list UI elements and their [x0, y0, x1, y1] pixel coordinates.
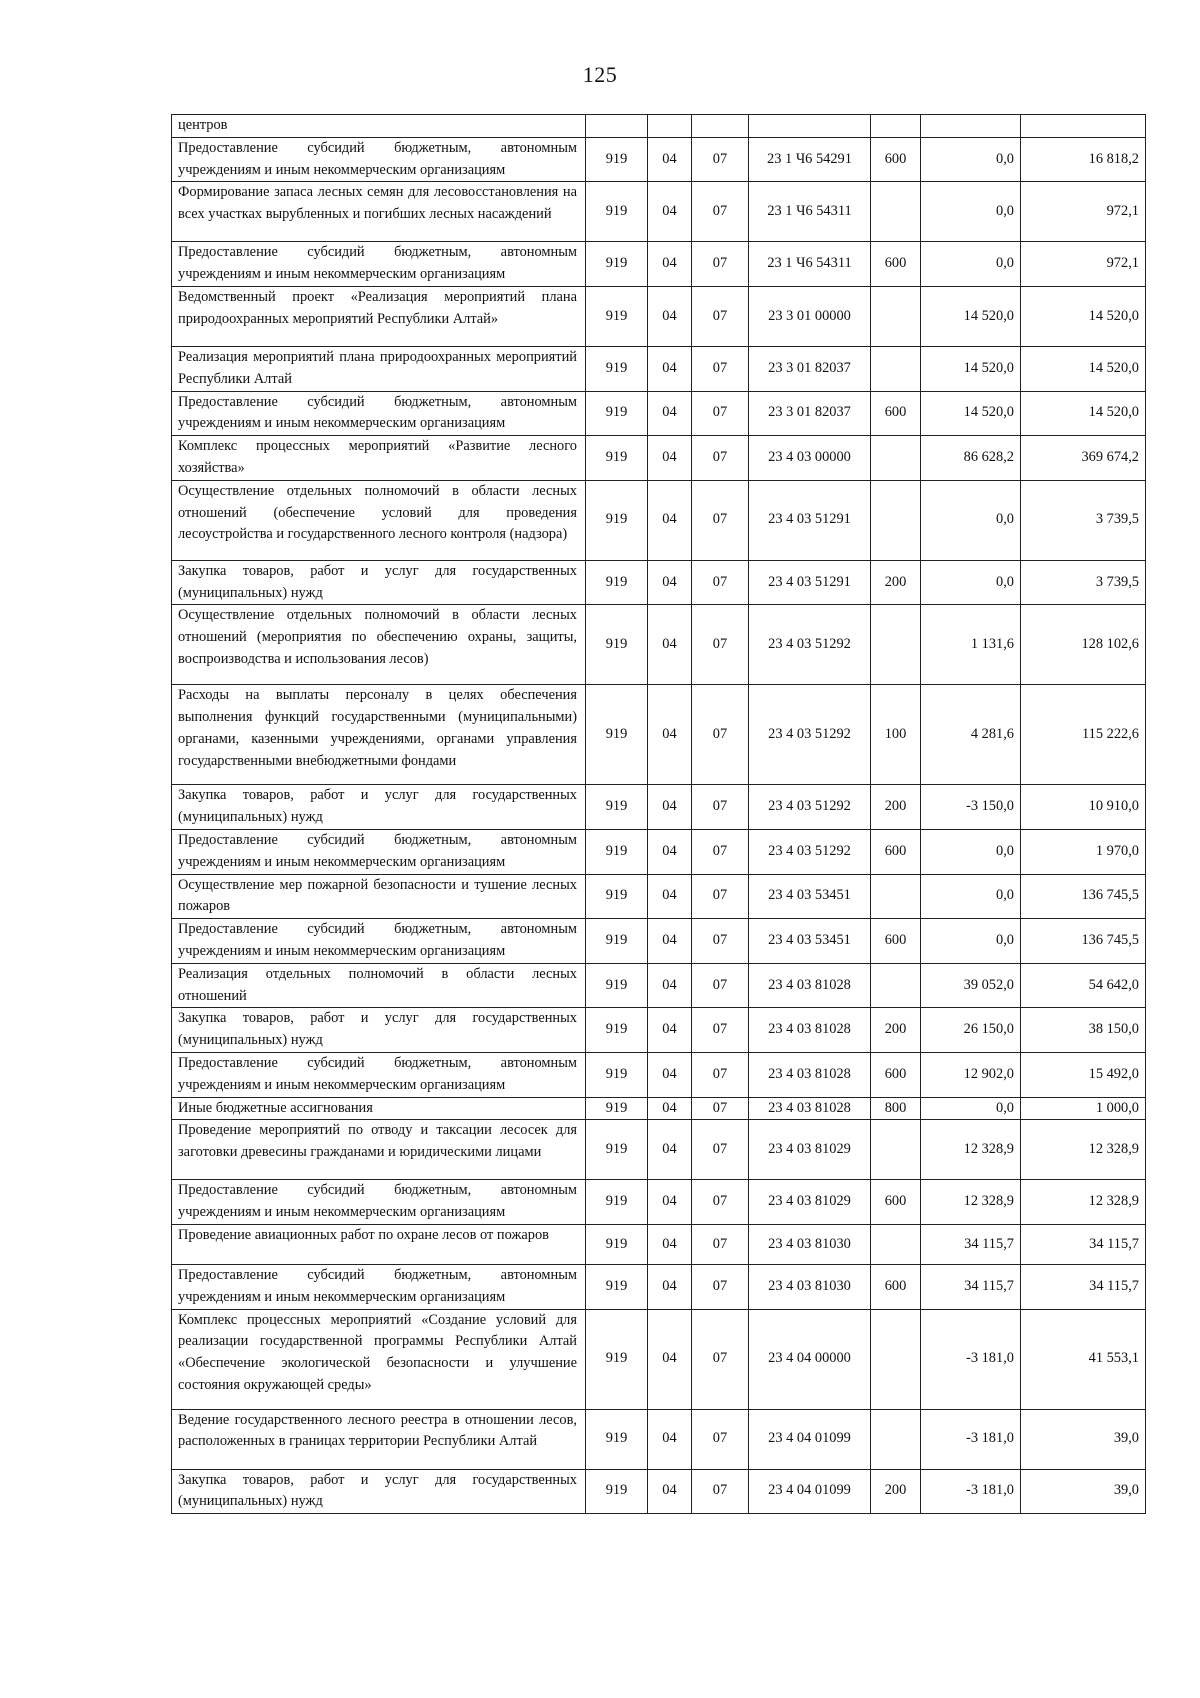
cell-name: Предоставление субсидий бюджетным, автономным учреждениям и иным некоммерческим организациям — [172, 391, 586, 436]
cell-expense-type — [871, 1224, 921, 1264]
table-body — [172, 115, 1146, 1514]
page-number: 125 — [582, 62, 618, 87]
cell-expense-type: 100 — [871, 685, 921, 785]
cell-admin-code: 919 — [586, 436, 648, 481]
cell-subsection: 07 — [692, 182, 749, 242]
table-row — [172, 1309, 1146, 1409]
cell-admin-code: 919 — [586, 1224, 648, 1264]
cell-change-amount: 0,0 — [921, 480, 1021, 560]
cell-section: 04 — [648, 346, 692, 391]
cell-name: центров — [172, 115, 586, 138]
cell-subsection: 07 — [692, 242, 749, 287]
cell-change-amount: 4 281,6 — [921, 685, 1021, 785]
cell-admin-code: 919 — [586, 1409, 648, 1469]
cell-subsection: 07 — [692, 1180, 749, 1225]
cell-total-amount: 972,1 — [1021, 182, 1146, 242]
cell-name: Ведомственный проект «Реализация мероприятий плана природоохранных мероприятий Республики Алтай» — [172, 286, 586, 346]
cell-expense-type — [871, 1409, 921, 1469]
cell-total-amount: 12 328,9 — [1021, 1120, 1146, 1180]
cell-subsection: 07 — [692, 560, 749, 605]
cell-section: 04 — [648, 1052, 692, 1097]
cell-subsection: 07 — [692, 785, 749, 830]
cell-section — [648, 115, 692, 138]
cell-total-amount: 1 000,0 — [1021, 1097, 1146, 1120]
table-row — [172, 242, 1146, 287]
cell-expense-type — [871, 115, 921, 138]
cell-expense-type — [871, 605, 921, 685]
cell-expense-type: 200 — [871, 785, 921, 830]
cell-name: Иные бюджетные ассигнования — [172, 1097, 586, 1120]
cell-section: 04 — [648, 137, 692, 182]
cell-expense-type — [871, 480, 921, 560]
cell-admin-code: 919 — [586, 242, 648, 287]
cell-change-amount: 26 150,0 — [921, 1008, 1021, 1053]
cell-name: Комплекс процессных мероприятий «Развитие лесного хозяйства» — [172, 436, 586, 481]
cell-admin-code: 919 — [586, 1309, 648, 1409]
cell-total-amount: 3 739,5 — [1021, 480, 1146, 560]
cell-expense-type — [871, 182, 921, 242]
cell-section: 04 — [648, 1224, 692, 1264]
table-row — [172, 1264, 1146, 1309]
cell-expense-type — [871, 963, 921, 1008]
cell-section: 04 — [648, 785, 692, 830]
cell-name: Формирование запаса лесных семян для лесовосстановления на всех участках вырубленных и погибших лесных насаждений — [172, 182, 586, 242]
cell-name: Осуществление отдельных полномочий в области лесных отношений (мероприятия по обеспечению охраны, защиты, воспроизводства и использования лесов) — [172, 605, 586, 685]
cell-change-amount: 39 052,0 — [921, 963, 1021, 1008]
cell-total-amount: 16 818,2 — [1021, 137, 1146, 182]
cell-name: Закупка товаров, работ и услуг для государственных (муниципальных) нужд — [172, 785, 586, 830]
table-row — [172, 480, 1146, 560]
cell-subsection: 07 — [692, 1409, 749, 1469]
cell-target-article: 23 4 03 51292 — [749, 785, 871, 830]
cell-change-amount: 0,0 — [921, 829, 1021, 874]
cell-name: Предоставление субсидий бюджетным, автономным учреждениям и иным некоммерческим организациям — [172, 1052, 586, 1097]
cell-section: 04 — [648, 1409, 692, 1469]
cell-total-amount: 39,0 — [1021, 1469, 1146, 1514]
cell-section: 04 — [648, 391, 692, 436]
cell-section: 04 — [648, 1008, 692, 1053]
cell-change-amount: 12 328,9 — [921, 1180, 1021, 1225]
cell-change-amount: -3 181,0 — [921, 1469, 1021, 1514]
table-row — [172, 1097, 1146, 1120]
cell-target-article: 23 4 03 53451 — [749, 919, 871, 964]
table-row — [172, 1409, 1146, 1469]
cell-total-amount: 1 970,0 — [1021, 829, 1146, 874]
cell-target-article: 23 4 03 53451 — [749, 874, 871, 919]
cell-target-article: 23 4 03 81030 — [749, 1224, 871, 1264]
cell-total-amount: 14 520,0 — [1021, 286, 1146, 346]
cell-subsection: 07 — [692, 1469, 749, 1514]
cell-expense-type: 600 — [871, 1264, 921, 1309]
cell-change-amount: 14 520,0 — [921, 391, 1021, 436]
cell-target-article: 23 3 01 00000 — [749, 286, 871, 346]
cell-target-article: 23 4 03 51291 — [749, 480, 871, 560]
cell-name: Проведение авиационных работ по охране лесов от пожаров — [172, 1224, 586, 1264]
cell-admin-code: 919 — [586, 1008, 648, 1053]
cell-total-amount: 12 328,9 — [1021, 1180, 1146, 1225]
cell-total-amount: 369 674,2 — [1021, 436, 1146, 481]
cell-admin-code: 919 — [586, 1180, 648, 1225]
cell-admin-code: 919 — [586, 480, 648, 560]
cell-name: Ведение государственного лесного реестра в отношении лесов, расположенных в границах территории Республики Алтай — [172, 1409, 586, 1469]
cell-section: 04 — [648, 560, 692, 605]
cell-target-article: 23 4 03 81030 — [749, 1264, 871, 1309]
cell-admin-code: 919 — [586, 1264, 648, 1309]
cell-name: Комплекс процессных мероприятий «Создание условий для реализации государственной программы Республики Алтай «Обеспечение экологической безопасности и улучшение состояния окружающей среды» — [172, 1309, 586, 1409]
cell-total-amount: 54 642,0 — [1021, 963, 1146, 1008]
cell-expense-type — [871, 286, 921, 346]
cell-subsection: 07 — [692, 1224, 749, 1264]
table-row — [172, 286, 1146, 346]
cell-change-amount: 34 115,7 — [921, 1264, 1021, 1309]
cell-subsection: 07 — [692, 137, 749, 182]
cell-section: 04 — [648, 1309, 692, 1409]
cell-subsection: 07 — [692, 1097, 749, 1120]
cell-subsection: 07 — [692, 436, 749, 481]
cell-total-amount: 15 492,0 — [1021, 1052, 1146, 1097]
cell-name: Закупка товаров, работ и услуг для государственных (муниципальных) нужд — [172, 1008, 586, 1053]
cell-expense-type: 800 — [871, 1097, 921, 1120]
cell-expense-type — [871, 874, 921, 919]
cell-admin-code: 919 — [586, 1097, 648, 1120]
cell-target-article: 23 4 03 51292 — [749, 605, 871, 685]
cell-section: 04 — [648, 685, 692, 785]
cell-change-amount: 0,0 — [921, 560, 1021, 605]
cell-target-article: 23 4 03 00000 — [749, 436, 871, 481]
cell-name: Предоставление субсидий бюджетным, автономным учреждениям и иным некоммерческим организациям — [172, 242, 586, 287]
cell-change-amount: 1 131,6 — [921, 605, 1021, 685]
cell-change-amount: 0,0 — [921, 1097, 1021, 1120]
cell-admin-code: 919 — [586, 1052, 648, 1097]
cell-name: Предоставление субсидий бюджетным, автономным учреждениям и иным некоммерческим организациям — [172, 829, 586, 874]
table-row — [172, 182, 1146, 242]
cell-total-amount: 34 115,7 — [1021, 1224, 1146, 1264]
cell-section: 04 — [648, 1097, 692, 1120]
cell-admin-code — [586, 115, 648, 138]
cell-admin-code: 919 — [586, 874, 648, 919]
cell-expense-type: 200 — [871, 560, 921, 605]
cell-admin-code: 919 — [586, 137, 648, 182]
cell-section: 04 — [648, 1264, 692, 1309]
table-row — [172, 874, 1146, 919]
cell-admin-code: 919 — [586, 391, 648, 436]
cell-target-article: 23 3 01 82037 — [749, 346, 871, 391]
table-row — [172, 346, 1146, 391]
table-row — [172, 1469, 1146, 1514]
cell-admin-code: 919 — [586, 829, 648, 874]
cell-target-article: 23 1 Ч6 54291 — [749, 137, 871, 182]
cell-change-amount: 0,0 — [921, 182, 1021, 242]
cell-subsection: 07 — [692, 1264, 749, 1309]
table-row — [172, 829, 1146, 874]
cell-subsection: 07 — [692, 1309, 749, 1409]
cell-expense-type — [871, 1309, 921, 1409]
cell-subsection: 07 — [692, 346, 749, 391]
cell-admin-code: 919 — [586, 1120, 648, 1180]
table-row — [172, 785, 1146, 830]
cell-target-article: 23 4 04 01099 — [749, 1469, 871, 1514]
cell-target-article: 23 4 03 51292 — [749, 685, 871, 785]
cell-change-amount: 14 520,0 — [921, 286, 1021, 346]
cell-expense-type: 200 — [871, 1469, 921, 1514]
cell-section: 04 — [648, 605, 692, 685]
cell-section: 04 — [648, 436, 692, 481]
cell-total-amount: 115 222,6 — [1021, 685, 1146, 785]
cell-subsection: 07 — [692, 480, 749, 560]
cell-admin-code: 919 — [586, 685, 648, 785]
table-row — [172, 605, 1146, 685]
cell-change-amount: 0,0 — [921, 919, 1021, 964]
cell-section: 04 — [648, 286, 692, 346]
cell-target-article: 23 4 03 81028 — [749, 1097, 871, 1120]
cell-total-amount: 39,0 — [1021, 1409, 1146, 1469]
cell-target-article: 23 4 03 81028 — [749, 963, 871, 1008]
cell-expense-type — [871, 1120, 921, 1180]
cell-change-amount: 12 902,0 — [921, 1052, 1021, 1097]
cell-expense-type: 600 — [871, 1052, 921, 1097]
cell-total-amount — [1021, 115, 1146, 138]
cell-admin-code: 919 — [586, 346, 648, 391]
table-row — [172, 1008, 1146, 1053]
table-row — [172, 1052, 1146, 1097]
cell-target-article: 23 4 03 81029 — [749, 1120, 871, 1180]
cell-total-amount: 972,1 — [1021, 242, 1146, 287]
cell-section: 04 — [648, 919, 692, 964]
cell-target-article: 23 1 Ч6 54311 — [749, 242, 871, 287]
cell-name: Осуществление мер пожарной безопасности и тушение лесных пожаров — [172, 874, 586, 919]
cell-total-amount: 128 102,6 — [1021, 605, 1146, 685]
cell-expense-type — [871, 346, 921, 391]
table-row — [172, 391, 1146, 436]
table-row — [172, 1120, 1146, 1180]
cell-section: 04 — [648, 480, 692, 560]
cell-name: Закупка товаров, работ и услуг для государственных (муниципальных) нужд — [172, 1469, 586, 1514]
cell-section: 04 — [648, 829, 692, 874]
cell-total-amount: 14 520,0 — [1021, 346, 1146, 391]
cell-change-amount: -3 181,0 — [921, 1309, 1021, 1409]
cell-section: 04 — [648, 874, 692, 919]
cell-subsection: 07 — [692, 1052, 749, 1097]
cell-name: Реализация мероприятий плана природоохранных мероприятий Республики Алтай — [172, 346, 586, 391]
cell-name: Предоставление субсидий бюджетным, автономным учреждениям и иным некоммерческим организациям — [172, 1180, 586, 1225]
cell-admin-code: 919 — [586, 785, 648, 830]
cell-expense-type: 600 — [871, 137, 921, 182]
cell-subsection: 07 — [692, 963, 749, 1008]
cell-admin-code: 919 — [586, 1469, 648, 1514]
cell-section: 04 — [648, 963, 692, 1008]
table-row — [172, 919, 1146, 964]
cell-target-article — [749, 115, 871, 138]
cell-target-article: 23 4 03 51292 — [749, 829, 871, 874]
cell-subsection — [692, 115, 749, 138]
cell-subsection: 07 — [692, 919, 749, 964]
table-row — [172, 685, 1146, 785]
cell-target-article: 23 4 04 00000 — [749, 1309, 871, 1409]
cell-total-amount: 10 910,0 — [1021, 785, 1146, 830]
cell-target-article: 23 3 01 82037 — [749, 391, 871, 436]
cell-expense-type — [871, 436, 921, 481]
cell-expense-type: 600 — [871, 919, 921, 964]
cell-subsection: 07 — [692, 286, 749, 346]
table-row — [172, 115, 1146, 138]
cell-admin-code: 919 — [586, 286, 648, 346]
cell-change-amount: 0,0 — [921, 137, 1021, 182]
table-row — [172, 436, 1146, 481]
cell-subsection: 07 — [692, 391, 749, 436]
budget-table — [171, 114, 1146, 1514]
cell-expense-type: 600 — [871, 391, 921, 436]
cell-subsection: 07 — [692, 829, 749, 874]
cell-change-amount: -3 150,0 — [921, 785, 1021, 830]
cell-target-article: 23 4 03 51291 — [749, 560, 871, 605]
cell-name: Расходы на выплаты персоналу в целях обеспечения выполнения функций государственными (муниципальными) органами, казенными учреждениями, органами управления государственными внебюджетными фондами — [172, 685, 586, 785]
cell-expense-type: 200 — [871, 1008, 921, 1053]
cell-name: Реализация отдельных полномочий в области лесных отношений — [172, 963, 586, 1008]
cell-total-amount: 3 739,5 — [1021, 560, 1146, 605]
cell-total-amount: 136 745,5 — [1021, 919, 1146, 964]
cell-target-article: 23 1 Ч6 54311 — [749, 182, 871, 242]
cell-target-article: 23 4 03 81028 — [749, 1052, 871, 1097]
cell-admin-code: 919 — [586, 605, 648, 685]
cell-change-amount: 0,0 — [921, 242, 1021, 287]
cell-admin-code: 919 — [586, 919, 648, 964]
cell-subsection: 07 — [692, 874, 749, 919]
cell-expense-type: 600 — [871, 242, 921, 287]
cell-name: Предоставление субсидий бюджетным, автономным учреждениям и иным некоммерческим организациям — [172, 1264, 586, 1309]
cell-total-amount: 136 745,5 — [1021, 874, 1146, 919]
cell-subsection: 07 — [692, 1008, 749, 1053]
cell-subsection: 07 — [692, 685, 749, 785]
cell-subsection: 07 — [692, 605, 749, 685]
cell-change-amount: 34 115,7 — [921, 1224, 1021, 1264]
cell-name: Осуществление отдельных полномочий в области лесных отношений (обеспечение условий для проведения лесоустройства и государственного лесного контроля (надзора) — [172, 480, 586, 560]
cell-name: Предоставление субсидий бюджетным, автономным учреждениям и иным некоммерческим организациям — [172, 137, 586, 182]
cell-total-amount: 38 150,0 — [1021, 1008, 1146, 1053]
cell-change-amount — [921, 115, 1021, 138]
cell-section: 04 — [648, 1180, 692, 1225]
cell-section: 04 — [648, 242, 692, 287]
cell-expense-type: 600 — [871, 1180, 921, 1225]
cell-admin-code: 919 — [586, 182, 648, 242]
cell-total-amount: 34 115,7 — [1021, 1264, 1146, 1309]
cell-change-amount: 0,0 — [921, 874, 1021, 919]
cell-section: 04 — [648, 1469, 692, 1514]
cell-change-amount: -3 181,0 — [921, 1409, 1021, 1469]
cell-target-article: 23 4 04 01099 — [749, 1409, 871, 1469]
cell-change-amount: 86 628,2 — [921, 436, 1021, 481]
cell-subsection: 07 — [692, 1120, 749, 1180]
cell-admin-code: 919 — [586, 963, 648, 1008]
cell-expense-type: 600 — [871, 829, 921, 874]
cell-total-amount: 41 553,1 — [1021, 1309, 1146, 1409]
cell-section: 04 — [648, 1120, 692, 1180]
cell-name: Предоставление субсидий бюджетным, автономным учреждениям и иным некоммерческим организациям — [172, 919, 586, 964]
table-row — [172, 1180, 1146, 1225]
cell-change-amount: 12 328,9 — [921, 1120, 1021, 1180]
table-row — [172, 1224, 1146, 1264]
cell-total-amount: 14 520,0 — [1021, 391, 1146, 436]
table-row — [172, 137, 1146, 182]
cell-admin-code: 919 — [586, 560, 648, 605]
cell-section: 04 — [648, 182, 692, 242]
cell-target-article: 23 4 03 81029 — [749, 1180, 871, 1225]
cell-change-amount: 14 520,0 — [921, 346, 1021, 391]
table-row — [172, 560, 1146, 605]
cell-name: Закупка товаров, работ и услуг для государственных (муниципальных) нужд — [172, 560, 586, 605]
cell-name: Проведение мероприятий по отводу и таксации лесосек для заготовки древесины гражданами и юридическими лицами — [172, 1120, 586, 1180]
table-row — [172, 963, 1146, 1008]
cell-target-article: 23 4 03 81028 — [749, 1008, 871, 1053]
